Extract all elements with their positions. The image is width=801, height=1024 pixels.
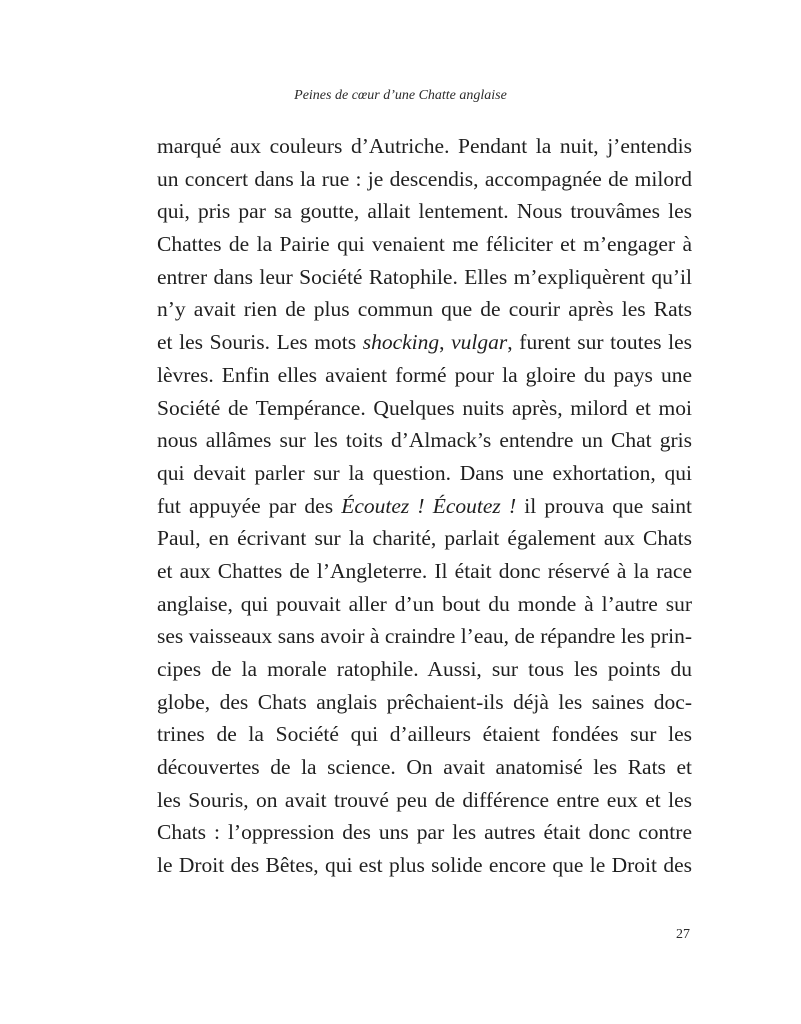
text-run: n’y avait rien de plus commun que de courir après les Rats (157, 297, 692, 322)
text-run: trines de la Société qui d’ailleurs étaient fondées sur les (157, 722, 692, 747)
text-run: et aux Chattes de l’Angleterre. Il était donc réservé à la race (157, 558, 692, 583)
text-run: et les Souris. Les mots (157, 330, 363, 355)
text-line (157, 490, 692, 523)
text-run: marqué aux couleurs d’Autriche. Pendant la nuit, j’entendis (157, 134, 692, 158)
text-run: un concert dans la rue : je descendis, accompagnée de milord (157, 166, 692, 191)
text-line (157, 457, 692, 490)
running-head: Peines de cœur d’une Chatte anglaise (294, 88, 507, 103)
text-line (157, 686, 692, 719)
text-line (157, 620, 692, 653)
text-run: , (439, 330, 452, 355)
text-line (157, 588, 692, 621)
text-run: nous allâmes sur les toits d’Almack’s entendre un Chat gris (157, 428, 692, 453)
text-line (157, 653, 692, 686)
text-line (157, 326, 692, 359)
italic-word: shocking (362, 330, 440, 355)
text-line (157, 228, 692, 261)
text-run: il prouva que saint (516, 493, 692, 518)
italic-phrase: Écoutez ! Écoutez ! (341, 493, 517, 518)
text-line (157, 751, 692, 784)
text-run: cipes de la morale ratophile. Aussi, sur tous les points du (157, 657, 692, 681)
text-line (157, 130, 692, 163)
text-run: Paul, en écrivant sur la charité, parlait également aux Chats (157, 526, 692, 551)
text-run: anglaise, qui pouvait aller d’un bout du monde à l’autre sur (157, 591, 692, 616)
text-run: Chats : l’oppression des uns par les autres était donc contre (157, 820, 692, 845)
text-run: les Souris, on avait trouvé peu de différence entre eux et les (157, 787, 692, 812)
text-line (157, 163, 692, 196)
text-run: fut appuyée par des (157, 493, 342, 518)
text-run: Société de Tempérance. Quelques nuits après, milord et moi (157, 395, 692, 420)
italic-word: vulgar (451, 330, 508, 355)
text-run: Chattes de la Pairie qui venaient me féliciter et m’engager à (157, 232, 692, 257)
text-run: qui, pris par sa goutte, allait lentement. Nous trouvâmes les (157, 199, 692, 224)
text-run: lèvres. Enfin elles avaient formé pour la gloire du pays une (157, 362, 692, 387)
text-line (157, 555, 692, 588)
text-line (157, 816, 692, 849)
text-line (157, 522, 692, 555)
text-run: découvertes de la science. On avait anatomisé les Rats et (157, 755, 692, 780)
text-line (157, 195, 692, 228)
text-line (157, 293, 692, 326)
text-run: le Droit des Bêtes, qui est plus solide encore que le Droit des (157, 853, 692, 878)
text-line (157, 424, 692, 457)
text-line (157, 359, 692, 392)
text-run: globe, des Chats anglais prêchaient-ils déjà les saines doc- (157, 689, 692, 714)
text-run: entrer dans leur Société Ratophile. Elles m’expliquèrent qu’il (157, 264, 692, 289)
page-number: 27 (676, 927, 690, 942)
text-run: ses vaisseaux sans avoir à craindre l’eau, de répandre les prin- (157, 624, 692, 649)
body-text (157, 130, 692, 882)
text-line (157, 718, 692, 751)
text-line (157, 849, 692, 882)
text-run: qui devait parler sur la question. Dans une exhortation, qui (157, 460, 692, 485)
text-line (157, 784, 692, 817)
text-line (157, 261, 692, 294)
text-run: , furent sur toutes les (507, 330, 692, 355)
text-line (157, 392, 692, 425)
